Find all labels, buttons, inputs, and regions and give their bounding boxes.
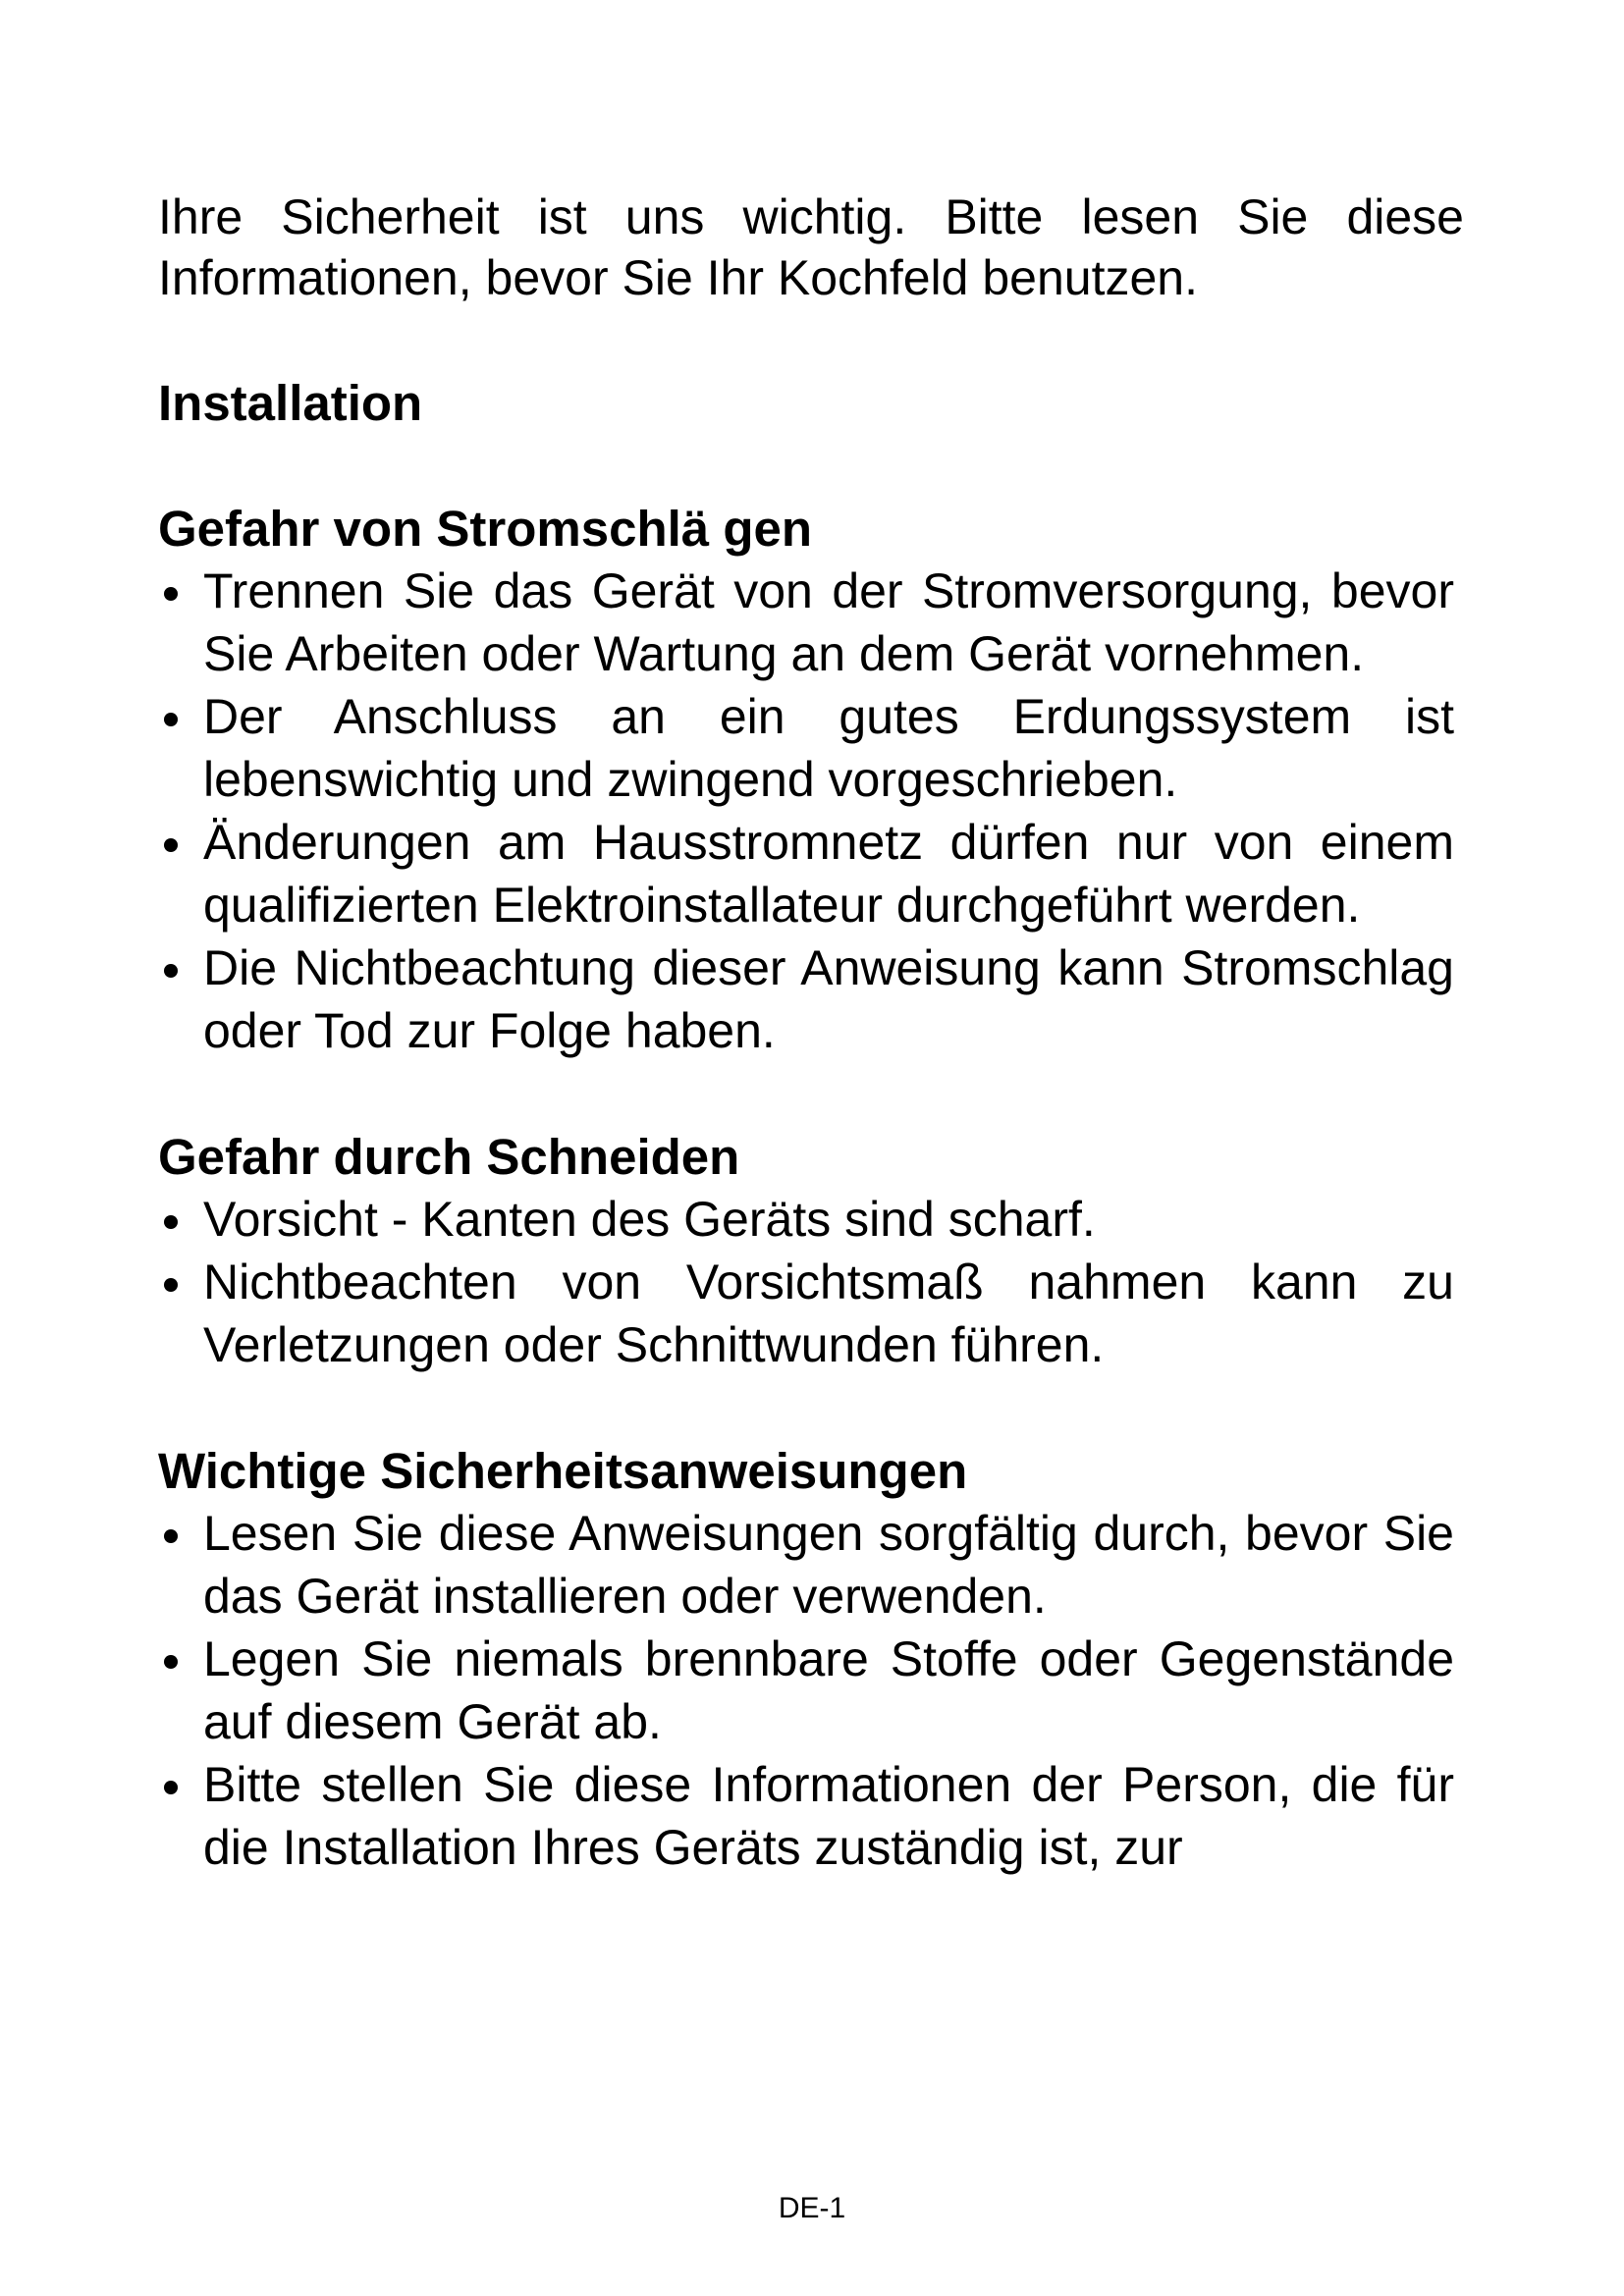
list-item-text: Änderungen am Hausstromnetz dürfen nur von einem qualifizierten Elektroinstallateur durchgeführt werden. <box>203 815 1454 933</box>
installation-heading: Installation <box>158 375 423 431</box>
list-item-text: Legen Sie niemals brennbare Stoffe oder Gegenstände auf diesem Gerät ab. <box>203 1631 1454 1749</box>
bullet-icon <box>164 1781 178 1794</box>
bullet-icon <box>164 964 178 978</box>
list-item <box>158 1628 1464 1753</box>
list-item <box>158 1251 1464 1376</box>
list-item <box>158 560 1464 685</box>
section-electric-shock <box>158 499 1464 1062</box>
bullet-icon <box>164 1278 178 1292</box>
list-item <box>158 685 1464 811</box>
list-item-text: Nichtbeachten von Vorsichtsmaß nahmen kann zu Verletzungen oder Schnittwunden führen. <box>203 1255 1454 1372</box>
intro-paragraph: Ihre Sicherheit ist uns wichtig. Bitte lesen Sie diese Informationen, bevor Sie Ihr Kochfeld benutzen. <box>158 189 1464 305</box>
list-item-text: Der Anschluss an ein gutes Erdungssystem ist lebenswichtig und zwingend vorgeschrieben. <box>203 689 1454 807</box>
list-item <box>158 811 1464 936</box>
bullet-icon <box>164 587 178 601</box>
bullet-list <box>158 1502 1464 1879</box>
list-item <box>158 1502 1464 1628</box>
section-title: Gefahr durch Schneiden <box>158 1129 740 1185</box>
section-cutting-hazard <box>158 1127 1464 1376</box>
section-title: Wichtige Sicherheitsanweisungen <box>158 1443 968 1499</box>
list-item <box>158 1188 1464 1251</box>
bullet-icon <box>164 1655 178 1669</box>
bullet-icon <box>164 1529 178 1543</box>
bullet-icon <box>164 1215 178 1229</box>
bullet-icon <box>164 713 178 726</box>
list-item <box>158 1753 1464 1879</box>
bullet-icon <box>164 838 178 852</box>
document-page <box>158 187 1464 1879</box>
list-item <box>158 936 1464 1062</box>
section-safety-instructions <box>158 1441 1464 1879</box>
bullet-list <box>158 560 1464 1062</box>
list-item-text: Vorsicht - Kanten des Geräts sind scharf. <box>203 1192 1096 1247</box>
list-item-text: Trennen Sie das Gerät von der Stromversorgung, bevor Sie Arbeiten oder Wartung an dem Gerät vornehmen. <box>203 563 1454 681</box>
list-item-text: Bitte stellen Sie diese Informationen der Person, die für die Installation Ihres Geräts zuständig ist, zur <box>203 1757 1454 1875</box>
bullet-list <box>158 1188 1464 1376</box>
section-title: Gefahr von Stromschlä gen <box>158 501 812 557</box>
list-item-text: Lesen Sie diese Anweisungen sorgfältig durch, bevor Sie das Gerät installieren oder verwenden. <box>203 1506 1454 1624</box>
list-item-text: Die Nichtbeachtung dieser Anweisung kann Stromschlag oder Tod zur Folge haben. <box>203 940 1454 1058</box>
page-number: DE-1 <box>778 2192 846 2224</box>
